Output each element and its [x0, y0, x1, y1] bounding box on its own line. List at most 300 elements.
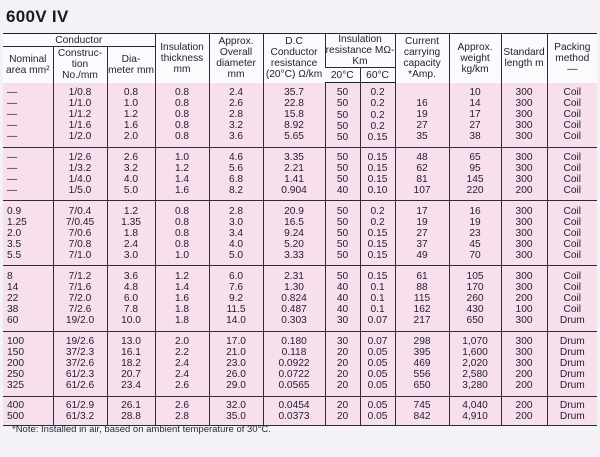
cell-weight-value: 4,910 [462, 410, 488, 422]
cell-weight-value: 27 [469, 120, 481, 132]
cell-current-value: 217 [413, 315, 431, 327]
cell-overall-diameter-value: 2.8 [228, 205, 244, 217]
cell-current-value: 556 [413, 369, 431, 381]
cell-ir-20c-value: 40 [336, 185, 349, 197]
cell-weight-value: 4,040 [462, 399, 488, 411]
cell-weight-value: 260 [466, 292, 484, 304]
cell-current-value: 745 [413, 399, 431, 411]
cell-packing-value: Coil [563, 109, 582, 121]
cell-length-value: 300 [515, 109, 533, 121]
cell-insulation-value: 0.8 [174, 98, 190, 110]
header-conductor: Conductor [3, 34, 155, 47]
cell-resistance-value: 0.0722 [278, 369, 310, 381]
cell-insulation-value: 0.8 [174, 227, 190, 239]
cell-area-value: — [7, 163, 18, 175]
cell-construction-value: 19/2.0 [65, 315, 95, 327]
cell-current [395, 83, 449, 148]
cell-insulation [155, 266, 209, 331]
cell-construction-value: 1/1.0 [68, 98, 92, 110]
cell-ir-20c-value: 20 [336, 369, 349, 381]
cell-resistance [263, 148, 325, 201]
cell-diameter-value: 6.0 [123, 292, 139, 304]
cell-resistance [263, 266, 325, 331]
cell-ir-60c-value: 0.15 [367, 174, 388, 186]
cell-ir-20c-value: 30 [336, 315, 349, 327]
cell-overall-diameter-value: 3.4 [228, 227, 244, 239]
cell-construction-value: 7/0.6 [68, 227, 92, 239]
cell-length [501, 83, 547, 148]
cell-ir-20c-value: 20 [336, 399, 349, 411]
cell-length-value: 300 [515, 227, 533, 239]
cell-packing-value: Coil [563, 131, 582, 143]
cell-length-value: 200 [515, 369, 533, 381]
cell-diameter-value: 18.2 [121, 358, 141, 370]
cell-current-value: 81 [416, 174, 428, 186]
cell-diameter-value: 1.6 [123, 120, 139, 132]
cell-area-value: 5.5 [7, 250, 22, 261]
table-row-group [3, 396, 597, 425]
cell-construction-value: 1/2.6 [68, 152, 92, 164]
cell-construction [53, 396, 107, 425]
cell-area-value: 22 [7, 292, 19, 304]
cell-overall-diameter-value: 23.0 [226, 358, 246, 370]
cell-insulation-value: 1.0 [174, 152, 190, 164]
header-packing-dash: — [567, 63, 578, 75]
cell-construction-value: 1/1.6 [68, 120, 92, 132]
cell-weight-value: 2,580 [462, 369, 488, 381]
cell-insulation-value: 1.4 [174, 281, 190, 293]
cell-packing-value: Coil [563, 98, 582, 110]
cell-ir-20c-value: 50 [336, 205, 349, 217]
cell-packing-value: Coil [563, 216, 582, 228]
cell-ir-60c-value: 0.15 [367, 152, 388, 164]
cell-packing-value: Coil [563, 304, 582, 316]
cell-area-value: — [7, 174, 18, 186]
cell-ir-20c-value: 50 [336, 109, 349, 121]
cell-ir-60c-value: 0.15 [367, 270, 388, 282]
cell-construction-value: 61/2.6 [65, 380, 95, 392]
cell-current-value: 650 [413, 380, 431, 392]
cell-area-value: 500 [7, 410, 24, 422]
cell-diameter [107, 266, 155, 331]
cell-weight-value: 65 [469, 152, 481, 164]
cell-construction-value: 1/5.0 [68, 185, 92, 197]
cell-length-value: 300 [515, 174, 533, 186]
cell-length-value: 300 [515, 131, 533, 143]
cell-insulation-value: 1.2 [174, 270, 190, 282]
cell-resistance-value: 0.180 [281, 335, 307, 347]
cell-length-value: 200 [515, 292, 533, 304]
cell-resistance-value: 0.824 [281, 292, 307, 304]
cell-packing-value: Coil [563, 163, 582, 175]
cell-diameter-value: 26.1 [121, 399, 141, 411]
cell-insulation-value: 1.0 [174, 250, 190, 261]
cell-ir-60c-value: 0.2 [370, 109, 385, 121]
cell-current [395, 266, 449, 331]
cell-weight-value: 23 [469, 227, 481, 239]
cell-ir-60c [360, 266, 395, 331]
cell-overall-diameter-value: 14.0 [226, 315, 246, 327]
cell-current-value: 16 [416, 98, 428, 110]
cell-ir-20c [325, 266, 360, 331]
cell-insulation-value: 0.8 [174, 238, 190, 250]
header-nominal-area: Nominal area mm² [3, 47, 53, 83]
cell-resistance-value: 0.0565 [278, 380, 310, 392]
cell-overall-diameter [209, 331, 263, 396]
cell-ir-60c [360, 396, 395, 425]
cell-overall-diameter-value: 5.0 [228, 250, 244, 261]
cell-insulation-value: 1.4 [174, 174, 190, 186]
cell-length-value: 300 [515, 216, 533, 228]
cell-current-value: 17 [416, 205, 428, 217]
cell-resistance-value: 3.33 [284, 250, 304, 261]
cell-ir-20c-value: 50 [336, 174, 349, 186]
header-ir-60c: 60°C [360, 68, 395, 83]
cell-weight-value: 45 [469, 238, 481, 250]
cell-resistance-value: 1.41 [284, 174, 304, 186]
cell-weight [449, 331, 501, 396]
cell-overall-diameter-value: 9.2 [228, 292, 244, 304]
cell-insulation-value: 1.6 [174, 292, 190, 304]
cell-packing [547, 83, 597, 148]
cell-diameter-value: 28.8 [121, 410, 141, 422]
cell-ir-60c-value: 0.2 [370, 216, 385, 228]
cell-packing-value: Coil [563, 87, 582, 99]
cell-ir-60c-value: 0.15 [367, 238, 388, 250]
cell-overall-diameter-value: 6.8 [228, 174, 244, 186]
cell-insulation-value: 0.8 [174, 120, 190, 132]
cell-length-value: 200 [515, 185, 533, 197]
cell-weight [449, 83, 501, 148]
cell-diameter [107, 83, 155, 148]
cell-ir-60c-value: 0.05 [367, 380, 388, 392]
cell-packing [547, 396, 597, 425]
cell-ir-20c-value: 50 [336, 238, 349, 250]
cell-packing-value: Drum [559, 358, 585, 370]
cell-packing-value: Drum [559, 369, 585, 381]
cell-ir-20c-value: 50 [336, 152, 349, 164]
cell-overall-diameter-value: 5.6 [228, 163, 244, 175]
cell-length [501, 201, 547, 266]
cell-weight-value: 170 [466, 281, 484, 293]
cell-current-value: 88 [416, 281, 428, 293]
cell-length [501, 396, 547, 425]
cell-current-value: 62 [416, 163, 428, 175]
cell-construction-value: 1/3.2 [68, 163, 92, 175]
cell-overall-diameter [209, 201, 263, 266]
cell-packing [547, 148, 597, 201]
cell-current-value: 115 [413, 292, 431, 304]
cell-construction-value: 7/0.4 [68, 205, 92, 217]
cell-packing-value: Coil [563, 120, 582, 132]
cell-resistance [263, 83, 325, 148]
cell-area-value: — [7, 131, 18, 143]
cell-overall-diameter-value: 3.2 [228, 120, 244, 132]
cell-diameter-value: 13.0 [121, 335, 141, 347]
cell-ir-20c-value: 40 [336, 281, 349, 293]
cell-overall-diameter-value: 2.4 [228, 87, 244, 99]
cell-length-value: 300 [515, 358, 533, 370]
header-standard-length: Standard length m [501, 34, 547, 83]
cell-insulation-value: 2.4 [174, 358, 190, 370]
footnote: *Note: Installed in air, based on ambient temperature of 30°C. [12, 424, 271, 435]
cell-ir-60c-value: 0.2 [370, 87, 385, 99]
cell-current [395, 331, 449, 396]
cell-ir-20c-value: 50 [336, 131, 349, 143]
cell-length-value: 200 [515, 410, 533, 422]
cell-ir-60c [360, 83, 395, 148]
cell-diameter-value: 4.0 [123, 174, 139, 186]
cell-resistance-value: 16.5 [284, 216, 304, 228]
cell-length-value: 300 [515, 281, 533, 293]
cell-ir-20c-value: 40 [336, 304, 349, 316]
cell-diameter-value: 2.0 [123, 131, 139, 143]
cell-construction-value: 1/0.8 [68, 87, 92, 99]
cell-ir-60c [360, 201, 395, 266]
cell-insulation [155, 331, 209, 396]
cell-construction-value: 61/3.2 [65, 410, 95, 422]
cell-area-value: 200 [7, 358, 24, 370]
cell-diameter [107, 396, 155, 425]
cell-weight-value: 220 [466, 185, 484, 197]
cell-weight-value: 95 [469, 163, 481, 175]
cell-resistance [263, 201, 325, 266]
cell-area-value: 250 [7, 369, 24, 381]
cell-resistance-value: 0.0922 [278, 358, 310, 370]
cell-current-value [396, 87, 449, 98]
cell-area-value: — [7, 185, 18, 197]
table-row-group [3, 201, 597, 266]
cell-area-value: 14 [7, 281, 19, 293]
cell-packing-value: Coil [563, 238, 582, 250]
cell-ir-60c-value: 0.2 [370, 205, 385, 217]
cell-construction-value: 1/4.0 [68, 174, 92, 186]
cell-construction-value: 61/2.3 [65, 369, 95, 381]
cell-ir-60c [360, 331, 395, 396]
cell-ir-20c-value: 50 [336, 120, 349, 132]
cell-insulation-value: 1.8 [174, 304, 190, 316]
page-title: 600V IV [6, 7, 69, 26]
cell-insulation-value: 0.8 [174, 205, 190, 217]
cell-area [3, 83, 53, 148]
cell-area-value: 38 [7, 304, 19, 316]
table-row-group [3, 148, 597, 201]
cell-packing-value: Drum [559, 315, 585, 327]
cell-construction [53, 331, 107, 396]
cell-packing [547, 331, 597, 396]
cell-area [3, 396, 53, 425]
cell-ir-20c [325, 83, 360, 148]
cell-area-value: — [7, 152, 18, 164]
cell-ir-20c-value: 20 [336, 358, 349, 370]
cell-ir-20c [325, 396, 360, 425]
cell-construction-value: 7/1.0 [68, 250, 92, 261]
cell-length [501, 148, 547, 201]
cell-length-value: 300 [515, 98, 533, 110]
cell-length-value: 300 [515, 163, 533, 175]
cell-area-value: 3.5 [7, 238, 22, 250]
cell-ir-20c-value: 40 [336, 292, 349, 304]
cell-resistance-value: 8.92 [284, 120, 304, 132]
cell-diameter-value: 2.4 [123, 238, 139, 250]
cell-ir-20c [325, 201, 360, 266]
cell-length-value: 300 [515, 152, 533, 164]
cell-diameter-value: 3.2 [123, 163, 139, 175]
cell-ir-60c-value: 0.07 [367, 315, 388, 327]
cell-current-value: 162 [413, 304, 431, 316]
cell-ir-60c-value: 0.2 [370, 98, 385, 110]
cell-resistance-value: 5.20 [284, 238, 304, 250]
cell-area-value: 0.9 [7, 205, 22, 217]
cell-resistance-value: 0.118 [281, 346, 307, 358]
cell-packing-value: Drum [559, 399, 585, 411]
cell-length-value: 300 [515, 120, 533, 132]
cell-insulation-value: 0.8 [174, 216, 190, 228]
cell-diameter-value: 23.4 [121, 380, 141, 392]
cell-overall-diameter-value: 32.0 [226, 399, 246, 411]
cell-length-value: 300 [515, 238, 533, 250]
cell-packing-value: Coil [563, 281, 582, 293]
cell-ir-20c [325, 331, 360, 396]
cell-resistance-value: 3.35 [284, 152, 304, 164]
cell-packing [547, 201, 597, 266]
cell-length-value: 300 [515, 315, 533, 327]
cell-diameter-value: 1.8 [123, 227, 139, 239]
cell-insulation-value: 2.4 [174, 369, 190, 381]
cell-weight [449, 396, 501, 425]
cell-length-value: 300 [515, 335, 533, 347]
cell-overall-diameter-value: 4.0 [228, 238, 244, 250]
cell-ir-60c-value: 0.05 [367, 358, 388, 370]
cell-resistance-value: 0.904 [281, 185, 307, 197]
cell-area-value: 325 [7, 380, 24, 392]
cell-ir-60c [360, 148, 395, 201]
header-ir-20c: 20°C [325, 68, 360, 83]
cell-weight-value: 16 [469, 205, 481, 217]
cell-ir-60c-value: 0.05 [367, 369, 388, 381]
cell-packing-value: Coil [563, 292, 582, 304]
cell-area [3, 266, 53, 331]
cell-construction-value: 61/2.9 [65, 399, 95, 411]
cell-ir-20c-value: 20 [336, 346, 349, 358]
table-row-group [3, 331, 597, 396]
cell-resistance-value: 0.303 [281, 315, 307, 327]
cell-insulation-value: 1.6 [174, 185, 190, 197]
cell-length-value: 200 [515, 380, 533, 392]
cell-diameter-value: 4.8 [123, 281, 139, 293]
cell-weight-value: 3,280 [462, 380, 488, 392]
cell-construction [53, 201, 107, 266]
cell-weight-value: 14 [469, 98, 481, 110]
cell-diameter-value: 0.8 [123, 87, 139, 99]
cell-current-value: 107 [413, 185, 431, 197]
cell-overall-diameter-value: 4.6 [228, 152, 244, 164]
cell-weight-value: 38 [469, 131, 481, 143]
cell-current-value: 37 [416, 238, 428, 250]
cell-insulation-value: 2.6 [174, 380, 190, 392]
cell-area-value: 1.25 [7, 216, 27, 228]
cell-insulation [155, 201, 209, 266]
cell-diameter-value: 5.0 [123, 185, 139, 197]
cell-insulation [155, 148, 209, 201]
cell-length-value: 100 [515, 304, 533, 316]
cell-ir-60c-value: 0.1 [370, 281, 385, 293]
cell-diameter [107, 331, 155, 396]
cell-diameter-value: 2.6 [123, 152, 139, 164]
cell-insulation-value: 0.8 [174, 131, 190, 143]
cell-insulation-value: 2.2 [174, 346, 190, 358]
cell-packing-value: Coil [563, 205, 582, 217]
cell-resistance-value: 15.8 [284, 109, 304, 121]
cell-overall-diameter [209, 266, 263, 331]
cell-length-value: 300 [515, 205, 533, 217]
header-construction: Construc- tion No./mm [53, 47, 107, 83]
cell-area-value: 400 [7, 399, 24, 411]
cell-weight [449, 148, 501, 201]
cell-resistance-value: 0.0373 [278, 410, 310, 422]
cell-ir-60c-value: 0.05 [367, 346, 388, 358]
cell-ir-20c-value: 50 [336, 227, 349, 239]
cell-diameter-value: 16.1 [121, 346, 141, 358]
cell-area-value: 8 [7, 270, 13, 282]
cell-construction-value: 7/0.45 [65, 216, 95, 228]
spec-table [3, 33, 597, 426]
cell-overall-diameter-value: 2.8 [228, 109, 244, 121]
cell-resistance-value: 9.24 [284, 227, 304, 239]
cell-ir-60c-value: 0.15 [367, 163, 388, 175]
cell-diameter-value: 1.0 [123, 98, 139, 110]
cell-construction [53, 266, 107, 331]
cell-insulation-value: 1.2 [174, 163, 190, 175]
cell-weight-value: 10 [469, 87, 481, 99]
cell-weight-value: 19 [469, 216, 481, 228]
cell-ir-60c-value: 0.1 [370, 304, 385, 316]
cell-overall-diameter-value: 17.0 [226, 335, 246, 347]
cell-packing-value: Coil [563, 152, 582, 164]
header-overall-diameter: Approx. Overall diameter mm [209, 34, 263, 83]
cell-ir-60c-value: 0.10 [367, 185, 388, 197]
cell-diameter [107, 148, 155, 201]
cell-area-value: 2.0 [7, 227, 22, 239]
cell-insulation-value: 0.8 [174, 109, 190, 121]
cell-area-value: — [7, 120, 18, 132]
cell-ir-20c-value: 50 [336, 98, 349, 110]
cell-insulation [155, 83, 209, 148]
cell-resistance-value: 5.65 [284, 131, 304, 143]
cell-ir-20c-value: 30 [336, 335, 349, 347]
cell-ir-60c-value: 0.1 [370, 292, 385, 304]
cell-current-value: 469 [413, 358, 431, 370]
cell-ir-20c-value: 50 [336, 216, 349, 228]
cell-overall-diameter [209, 83, 263, 148]
header-insulation-resistance: Insulation resistance MΩ-Km [325, 34, 395, 67]
cell-length-value: 200 [515, 399, 533, 411]
cell-weight-value: 1,600 [462, 346, 488, 358]
cell-construction-value: 19/2.6 [65, 335, 95, 347]
cell-packing-value: Coil [563, 270, 582, 282]
cell-insulation-value: 0.8 [174, 87, 190, 99]
cell-current-value: 27 [416, 227, 428, 239]
cell-ir-20c-value: 50 [336, 270, 349, 282]
header-packing-method [547, 34, 597, 83]
cell-area [3, 201, 53, 266]
cell-length [501, 266, 547, 331]
cell-ir-60c-value: 0.15 [367, 131, 388, 143]
cell-length [501, 331, 547, 396]
cell-construction-value: 7/1.2 [68, 270, 92, 282]
cell-area-value: — [7, 98, 18, 110]
cell-weight-value: 17 [469, 109, 481, 121]
